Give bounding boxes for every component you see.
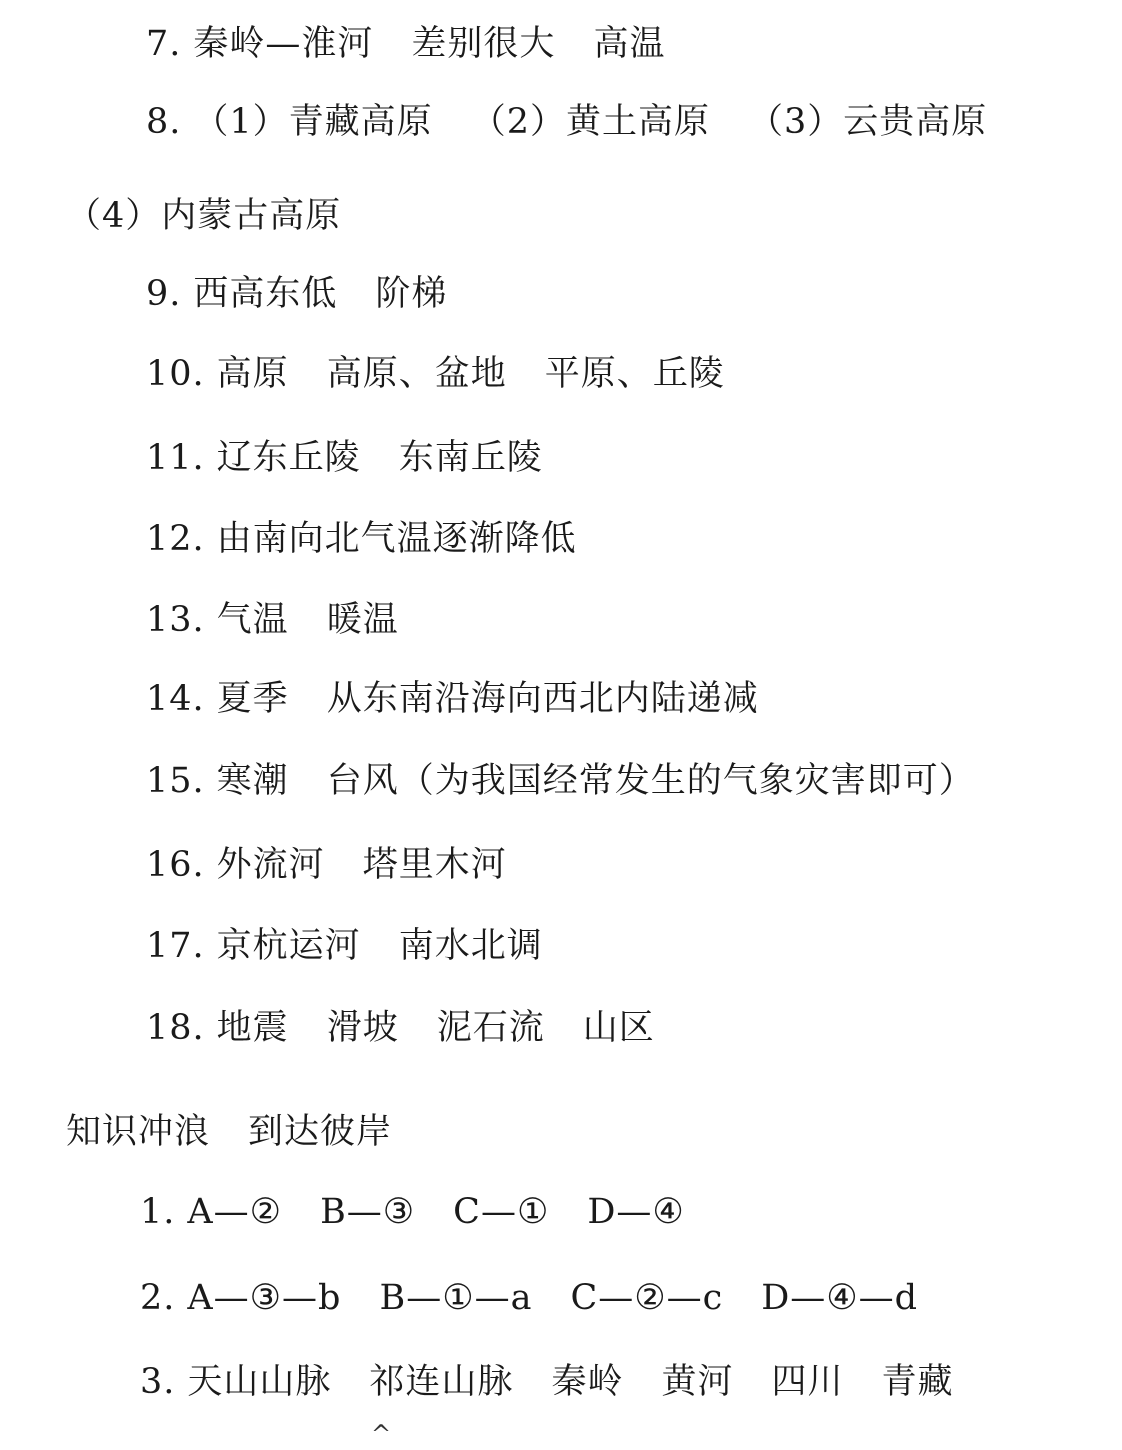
item-number: 8. (146, 102, 182, 142)
answer-part: 天山山脉 (187, 1362, 332, 1402)
answer-line-7 (146, 22, 665, 66)
answer-line-16 (146, 843, 507, 887)
answer-part: C—① (453, 1192, 550, 1232)
answer-part: 山区 (582, 1008, 655, 1048)
item-number: 15. (146, 761, 205, 801)
answer-line-11 (146, 436, 543, 480)
answer-line-14 (146, 677, 759, 721)
item-number: 1. (140, 1192, 176, 1232)
answer-part: 塔里木河 (362, 845, 507, 885)
answer-line-10 (146, 352, 725, 396)
answer-part: 南水北调 (398, 926, 543, 966)
answer-part: C—②—c (570, 1278, 724, 1318)
answer-line-18 (146, 1006, 655, 1050)
answer-part: 秦岭—淮河 (193, 24, 374, 64)
answer-part: 平原、丘陵 (544, 354, 725, 394)
answer-part: 祁连山脉 (369, 1362, 514, 1402)
answer-part: 京杭运河 (216, 926, 361, 966)
answer-part: 气温 (216, 600, 289, 640)
item-number: 10. (146, 354, 205, 394)
answer-part: （4）内蒙古高原 (66, 196, 342, 236)
item-number: 16. (146, 845, 205, 885)
section-heading (66, 1110, 392, 1154)
answer-line-8-continued (66, 194, 341, 238)
answer-part: 夏季 (216, 679, 289, 719)
answer-part: A—② (187, 1192, 283, 1232)
answer-line-17 (146, 924, 543, 968)
answer-part: D—④—d (761, 1278, 919, 1318)
answer-part: 东南丘陵 (398, 438, 543, 478)
answer-part: （1）青藏高原 (193, 102, 433, 142)
answer-part: 由南向北气温逐渐降低 (216, 519, 577, 559)
answer-part: （3）云贵高原 (747, 102, 988, 142)
item-number: 7. (146, 24, 182, 64)
answer-line-8 (146, 100, 987, 144)
item-number: 2. (140, 1278, 176, 1318)
caret-mark: ^ (371, 1420, 392, 1448)
answer-part: 西高东低 (193, 274, 338, 314)
answer-part: 滑坡 (326, 1008, 399, 1048)
item-number: 14. (146, 679, 205, 719)
answer-part: 从东南沿海向西北内陆递减 (326, 679, 759, 719)
answer-part: 差别很大 (411, 24, 556, 64)
item-number: 9. (146, 274, 182, 314)
answer-part: B—③ (320, 1192, 416, 1232)
answer-part: 台风（为我国经常发生的气象灾害即可） (326, 761, 975, 801)
answer-part: 高原 (216, 354, 289, 394)
section-subtitle: 到达彼岸 (248, 1112, 393, 1152)
answer-part: 秦岭 (551, 1362, 624, 1402)
answer-part: 地震 (216, 1008, 289, 1048)
answer-part: 外流河 (216, 845, 325, 885)
answer-part: 寒潮 (216, 761, 289, 801)
item-number: 18. (146, 1008, 205, 1048)
answer-part: （2）黄土高原 (470, 102, 710, 142)
answer-part: 高温 (593, 24, 666, 64)
answer-line-9 (146, 272, 447, 316)
item-number: 11. (146, 438, 205, 478)
answer-part: 暖温 (326, 600, 399, 640)
answer-part: 高原、盆地 (326, 354, 507, 394)
answer-line-15 (146, 759, 975, 803)
item-number: 12. (146, 519, 205, 559)
answer-part: D—④ (587, 1192, 685, 1232)
answer-part: 阶梯 (375, 274, 448, 314)
answer-part: 四川 (771, 1362, 844, 1402)
item-number: 17. (146, 926, 205, 966)
answer-part: B—①—a (379, 1278, 533, 1318)
section-title: 知识冲浪 (66, 1112, 211, 1152)
section-answer-line-3 (140, 1360, 954, 1404)
answer-part: 黄河 (661, 1362, 734, 1402)
item-number: 13. (146, 600, 205, 640)
answer-part: 青藏 (881, 1362, 954, 1402)
answer-line-13 (146, 598, 399, 642)
section-answer-line-2 (140, 1276, 918, 1320)
item-number: 3. (140, 1362, 176, 1402)
answer-part: 辽东丘陵 (216, 438, 361, 478)
answer-line-12 (146, 517, 577, 561)
answer-part: 泥石流 (436, 1008, 545, 1048)
section-answer-line-1 (140, 1190, 685, 1234)
answer-part: A—③—b (187, 1278, 342, 1318)
